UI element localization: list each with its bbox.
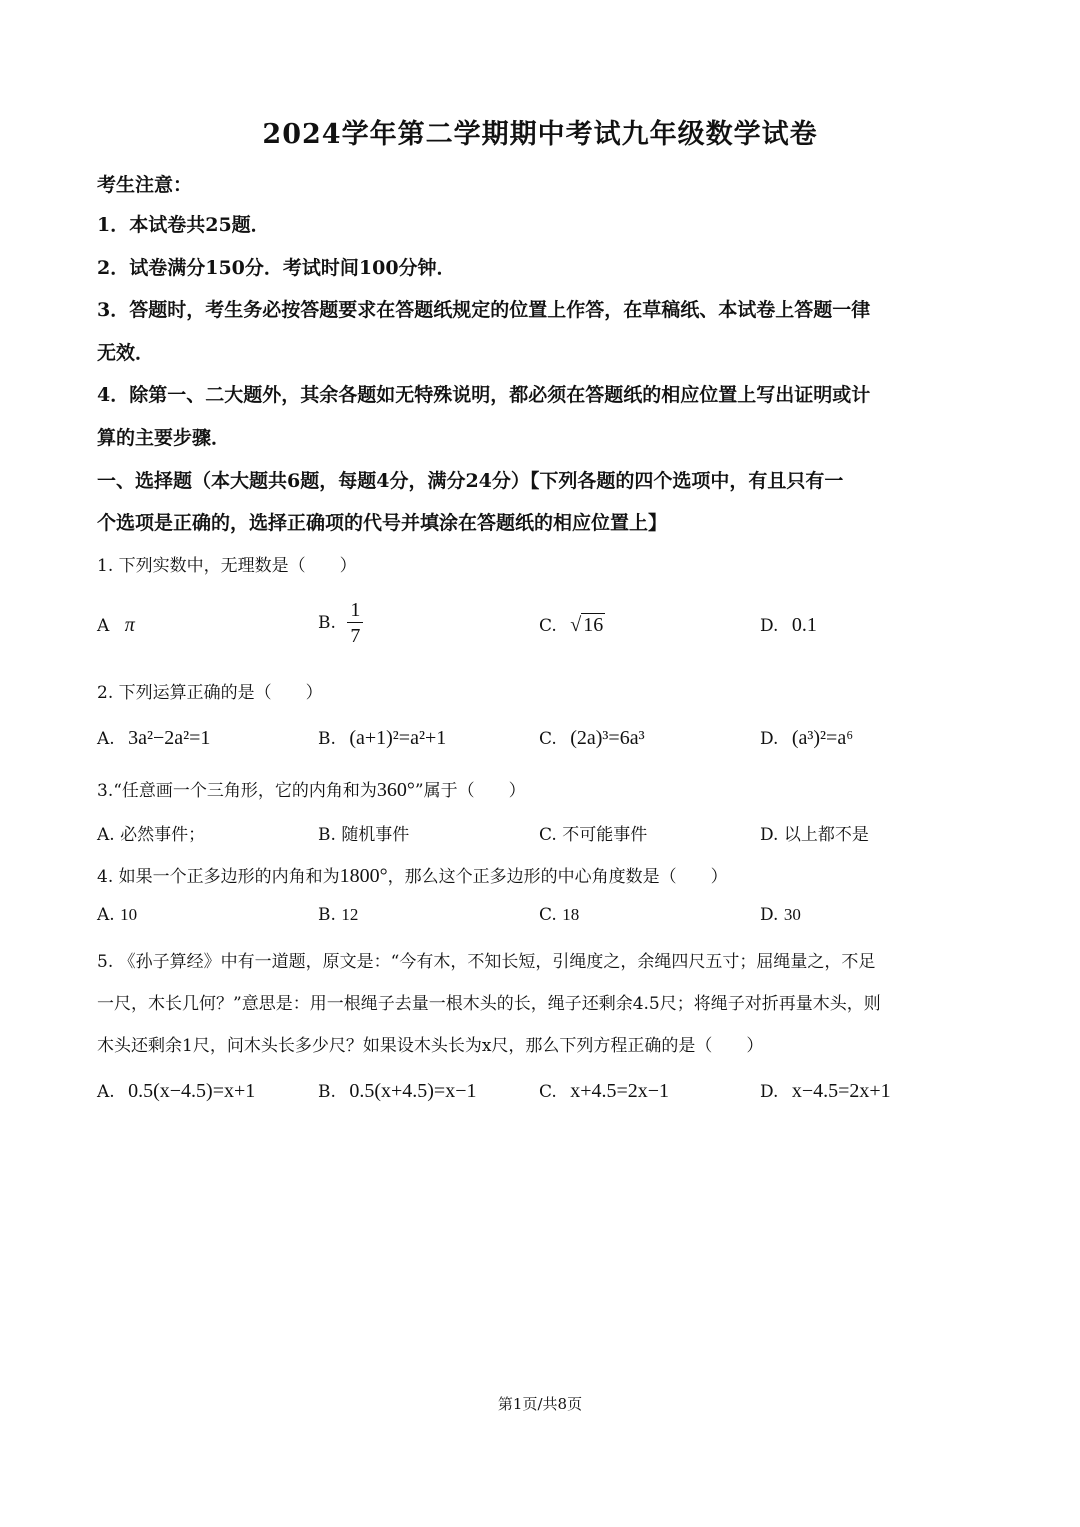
q2-option-d <box>760 727 853 750</box>
notice-heading: 考生注意： <box>97 174 193 196</box>
q5-option-a <box>97 1080 255 1103</box>
option-label: C. <box>539 729 557 749</box>
option-label: D. <box>760 616 779 636</box>
q5-option-d <box>760 1080 891 1103</box>
notice-item-1: 1．本试卷共25题． <box>97 214 270 236</box>
option-label: D. <box>760 1082 779 1102</box>
question-4-stem <box>97 862 728 888</box>
page-title: 2024学年第二学期期中考试九年级数学试卷 <box>262 119 818 150</box>
q1-option-d <box>760 614 817 637</box>
notice-item-4-cont: 算的主要步骤． <box>97 427 231 449</box>
q1-option-b <box>318 598 363 649</box>
fraction-denominator: 7 <box>350 625 361 647</box>
square-root <box>570 614 605 637</box>
q2-option-b <box>318 727 446 750</box>
option-math: x−4.5=2x+1 <box>791 1080 891 1102</box>
option-label: B. <box>318 1082 336 1102</box>
option-text: 30 <box>783 905 801 924</box>
q3-option-c <box>539 820 647 845</box>
fraction-numerator: 1 <box>347 598 363 623</box>
stem-text-end: ”属于（ ） <box>414 781 526 801</box>
option-label: C. <box>539 905 557 925</box>
option-label: C. <box>539 825 557 845</box>
question-5-stem-line-1: 5. 《孙子算经》中有一道题，原文是：“今有木，不知长短，引绳度之，余绳四尺五寸；屈绳量之，不足 <box>97 952 876 972</box>
question-3-stem <box>97 776 526 802</box>
option-text: 必然事件； <box>120 825 206 845</box>
option-math: 0.5(x+4.5)=x−1 <box>349 1080 477 1102</box>
option-math: (2a)³=6a³ <box>570 727 645 749</box>
question-5-stem-line-2: 一尺，木长几何？”意思是：用一根绳子去量一根木头的长，绳子还剩余4.5尺；将绳子对折再量木头，则 <box>97 994 881 1014</box>
option-text: 随机事件 <box>341 825 410 845</box>
option-label: A. <box>97 825 115 845</box>
question-1-stem: 1. 下列实数中，无理数是（ ） <box>97 556 357 576</box>
q4-option-c <box>539 905 579 925</box>
option-label: D. <box>760 905 779 925</box>
option-label: A <box>97 616 110 636</box>
option-label: A. <box>97 905 115 925</box>
option-label: D. <box>760 825 779 845</box>
q4-option-d <box>760 905 801 925</box>
option-label: B. <box>318 613 336 633</box>
stem-text-end: ，那么这个正多边形的中心角度数是（ ） <box>387 867 728 887</box>
q5-option-c <box>539 1080 669 1103</box>
option-label: C. <box>539 1082 557 1102</box>
q1-option-c <box>539 614 605 637</box>
option-text: 12 <box>341 905 359 924</box>
radicand: 16 <box>583 614 604 636</box>
notice-item-3-cont: 无效． <box>97 342 155 364</box>
stem-math: 360° <box>376 779 415 801</box>
option-math: 3a²−2a²=1 <box>128 727 211 749</box>
option-label: A. <box>97 729 115 749</box>
option-label: C. <box>539 616 557 636</box>
question-5-stem-line-3: 木头还剩余1尺，问木头长多少尺？如果设木头长为x尺，那么下列方程正确的是（ ） <box>97 1036 764 1056</box>
page-footer: 第1页/共8页 <box>497 1395 583 1413</box>
option-math: (a³)²=a⁶ <box>791 727 854 749</box>
q3-option-d <box>760 820 869 845</box>
q2-option-c <box>539 727 645 750</box>
notice-item-3: 3．答题时，考生务必按答题要求在答题纸规定的位置上作答，在草稿纸、本试卷上答题一律 <box>97 299 871 321</box>
option-label: B. <box>318 729 336 749</box>
option-math: (a+1)²=a²+1 <box>349 727 447 749</box>
q1-option-a <box>97 614 135 637</box>
option-label: B. <box>318 905 336 925</box>
question-2-stem: 2. 下列运算正确的是（ ） <box>97 683 323 703</box>
option-math: π <box>124 614 135 636</box>
stem-text: 3.“任意画一个三角形，它的内角和为 <box>97 781 377 801</box>
option-label: B. <box>318 825 336 845</box>
notice-item-4: 4．除第一、二大题外，其余各题如无特殊说明，都必须在答题纸的相应位置上写出证明或计 <box>97 384 871 406</box>
option-text: 10 <box>120 905 138 924</box>
q3-option-b <box>318 820 409 845</box>
fraction <box>347 598 363 649</box>
q4-option-a <box>97 905 137 925</box>
section-heading: 一、选择题（本大题共6题，每题4分，满分24分）【下列各题的四个选项中，有且只有一 <box>97 470 844 492</box>
stem-math: 1800° <box>339 865 388 887</box>
option-label: D. <box>760 729 779 749</box>
option-text: 不可能事件 <box>562 825 648 845</box>
option-label: A. <box>97 1082 115 1102</box>
option-text: 18 <box>562 905 580 924</box>
option-math: 0.1 <box>791 614 817 636</box>
section-heading-cont: 个选项是正确的，选择正确项的代号并填涂在答题纸的相应位置上】 <box>97 512 668 534</box>
stem-text: 4. 如果一个正多边形的内角和为 <box>97 867 340 887</box>
notice-item-2: 2．试卷满分150分．考试时间100分钟． <box>97 257 456 279</box>
option-text: 以上都不是 <box>783 825 869 845</box>
option-math: x+4.5=2x−1 <box>570 1080 670 1102</box>
q3-option-a <box>97 820 205 845</box>
radical-sign: √ <box>570 614 582 636</box>
q2-option-a <box>97 727 210 750</box>
q4-option-b <box>318 905 358 925</box>
q5-option-b <box>318 1080 476 1103</box>
option-math: 0.5(x−4.5)=x+1 <box>128 1080 256 1102</box>
